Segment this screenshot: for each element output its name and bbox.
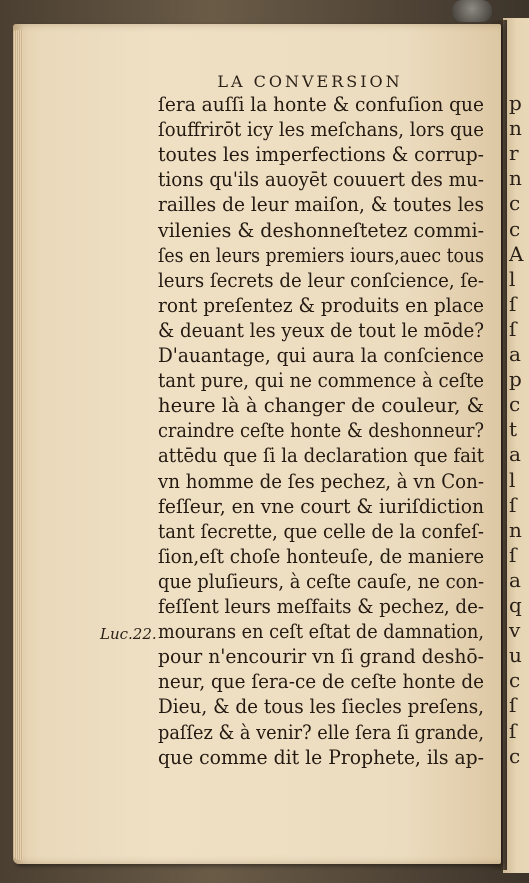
facing-page-fragment: ſ (509, 693, 517, 718)
text-line: que pluſieurs, à ceſte cauſe, ne con- (158, 569, 484, 593)
facing-page-fragment: n (509, 517, 522, 542)
text-line: ſes en leurs premiers iours,auec tous (158, 243, 484, 267)
text-line: & deuant les yeux de tout le mōde? (158, 318, 484, 342)
facing-page-fragment: ſ (509, 718, 517, 743)
text-line: mourans en ceſt eſtat de damnation, (158, 620, 484, 644)
facing-page-fragment: q (509, 593, 522, 617)
text-line: ront preſentez & produits en place (158, 293, 484, 317)
text-line: heure là à changer de couleur, & (158, 394, 484, 418)
facing-page-fragment: c (509, 668, 521, 693)
facing-page-fragment: A (509, 241, 524, 266)
text-line: que comme dit le Prophete, ils ap- (158, 745, 484, 769)
facing-page-fragment: n (509, 116, 522, 141)
text-line: craindre ceſte honte & deshonneur? (158, 419, 484, 443)
facing-page-fragment: l (509, 467, 516, 492)
text-line: neur, que ſera-ce de ceſte honte de (158, 670, 484, 694)
text-line: tant ſecrette, que celle de la confeſ- (158, 519, 484, 543)
text-line: ſion,eſt choſe honteuſe, de maniere (158, 544, 484, 568)
facing-page-fragment: r (509, 141, 519, 166)
text-line: Dieu, & de tous les ſiecles preſens, (158, 695, 484, 719)
text-line: tions qu'ils auoyēt couuert des mu- (158, 168, 484, 192)
facing-page-fragment: ſ (509, 316, 517, 341)
text-line: ſouffrirōt icy les meſchans, lors que (158, 118, 484, 142)
facing-page-fragment: n (509, 166, 522, 191)
text-line: paſſez & à venir? elle ſera ſi grande, (158, 720, 484, 744)
text-line: leurs ſecrets de leur conſcience, ſe- (158, 268, 484, 292)
facing-page-fragment: a (509, 342, 521, 366)
text-line: vn homme de ſes pechez, à vn Con- (158, 469, 484, 493)
text-line: tant pure, qui ne commence à ceſte (158, 369, 484, 393)
facing-page-fragment: a (509, 442, 521, 467)
facing-page-fragment: c (509, 191, 521, 216)
facing-page-fragment: u (509, 643, 522, 668)
facing-page-fragment: t (509, 417, 518, 442)
marginal-note: Luc.22. (100, 625, 157, 643)
facing-page-fragment: c (509, 216, 521, 241)
text-line: attēdu que ſi la declaration que fait (158, 444, 484, 468)
text-line: pour n'encourir vn ſi grand deshō- (158, 645, 484, 669)
facing-page-fragment: a (509, 567, 521, 592)
text-line: feſſent leurs meſfaits & pechez, de- (158, 595, 484, 618)
facing-page-fragment: c (509, 392, 521, 417)
text-line: vilenies & deshonneſtetez commi- (158, 218, 484, 242)
facing-page-fragment: p (509, 367, 522, 392)
facing-page-fragment: ſ (509, 291, 517, 316)
text-line: railles de leur maiſon, & toutes les (158, 193, 484, 217)
page-edges (13, 30, 23, 860)
facing-page-fragment: l (509, 266, 516, 291)
book-clasp (452, 0, 492, 22)
running-head: LA CONVERSION (217, 72, 403, 91)
facing-page-fragment: c (509, 743, 521, 768)
facing-page-fragment: p (509, 91, 522, 115)
facing-page-fragment: v (509, 618, 521, 643)
text-line: ſera auſſi la honte & confuſion que (158, 93, 484, 116)
text-line: toutes les imperfections & corrup- (158, 143, 484, 167)
text-line: feſſeur, en vne court & iuriſdiction (158, 494, 484, 518)
facing-page-fragment: ſ (509, 492, 517, 517)
facing-page-fragment: ſ (509, 542, 517, 567)
text-line: D'auantage, qui aura la conſcience (158, 344, 484, 367)
